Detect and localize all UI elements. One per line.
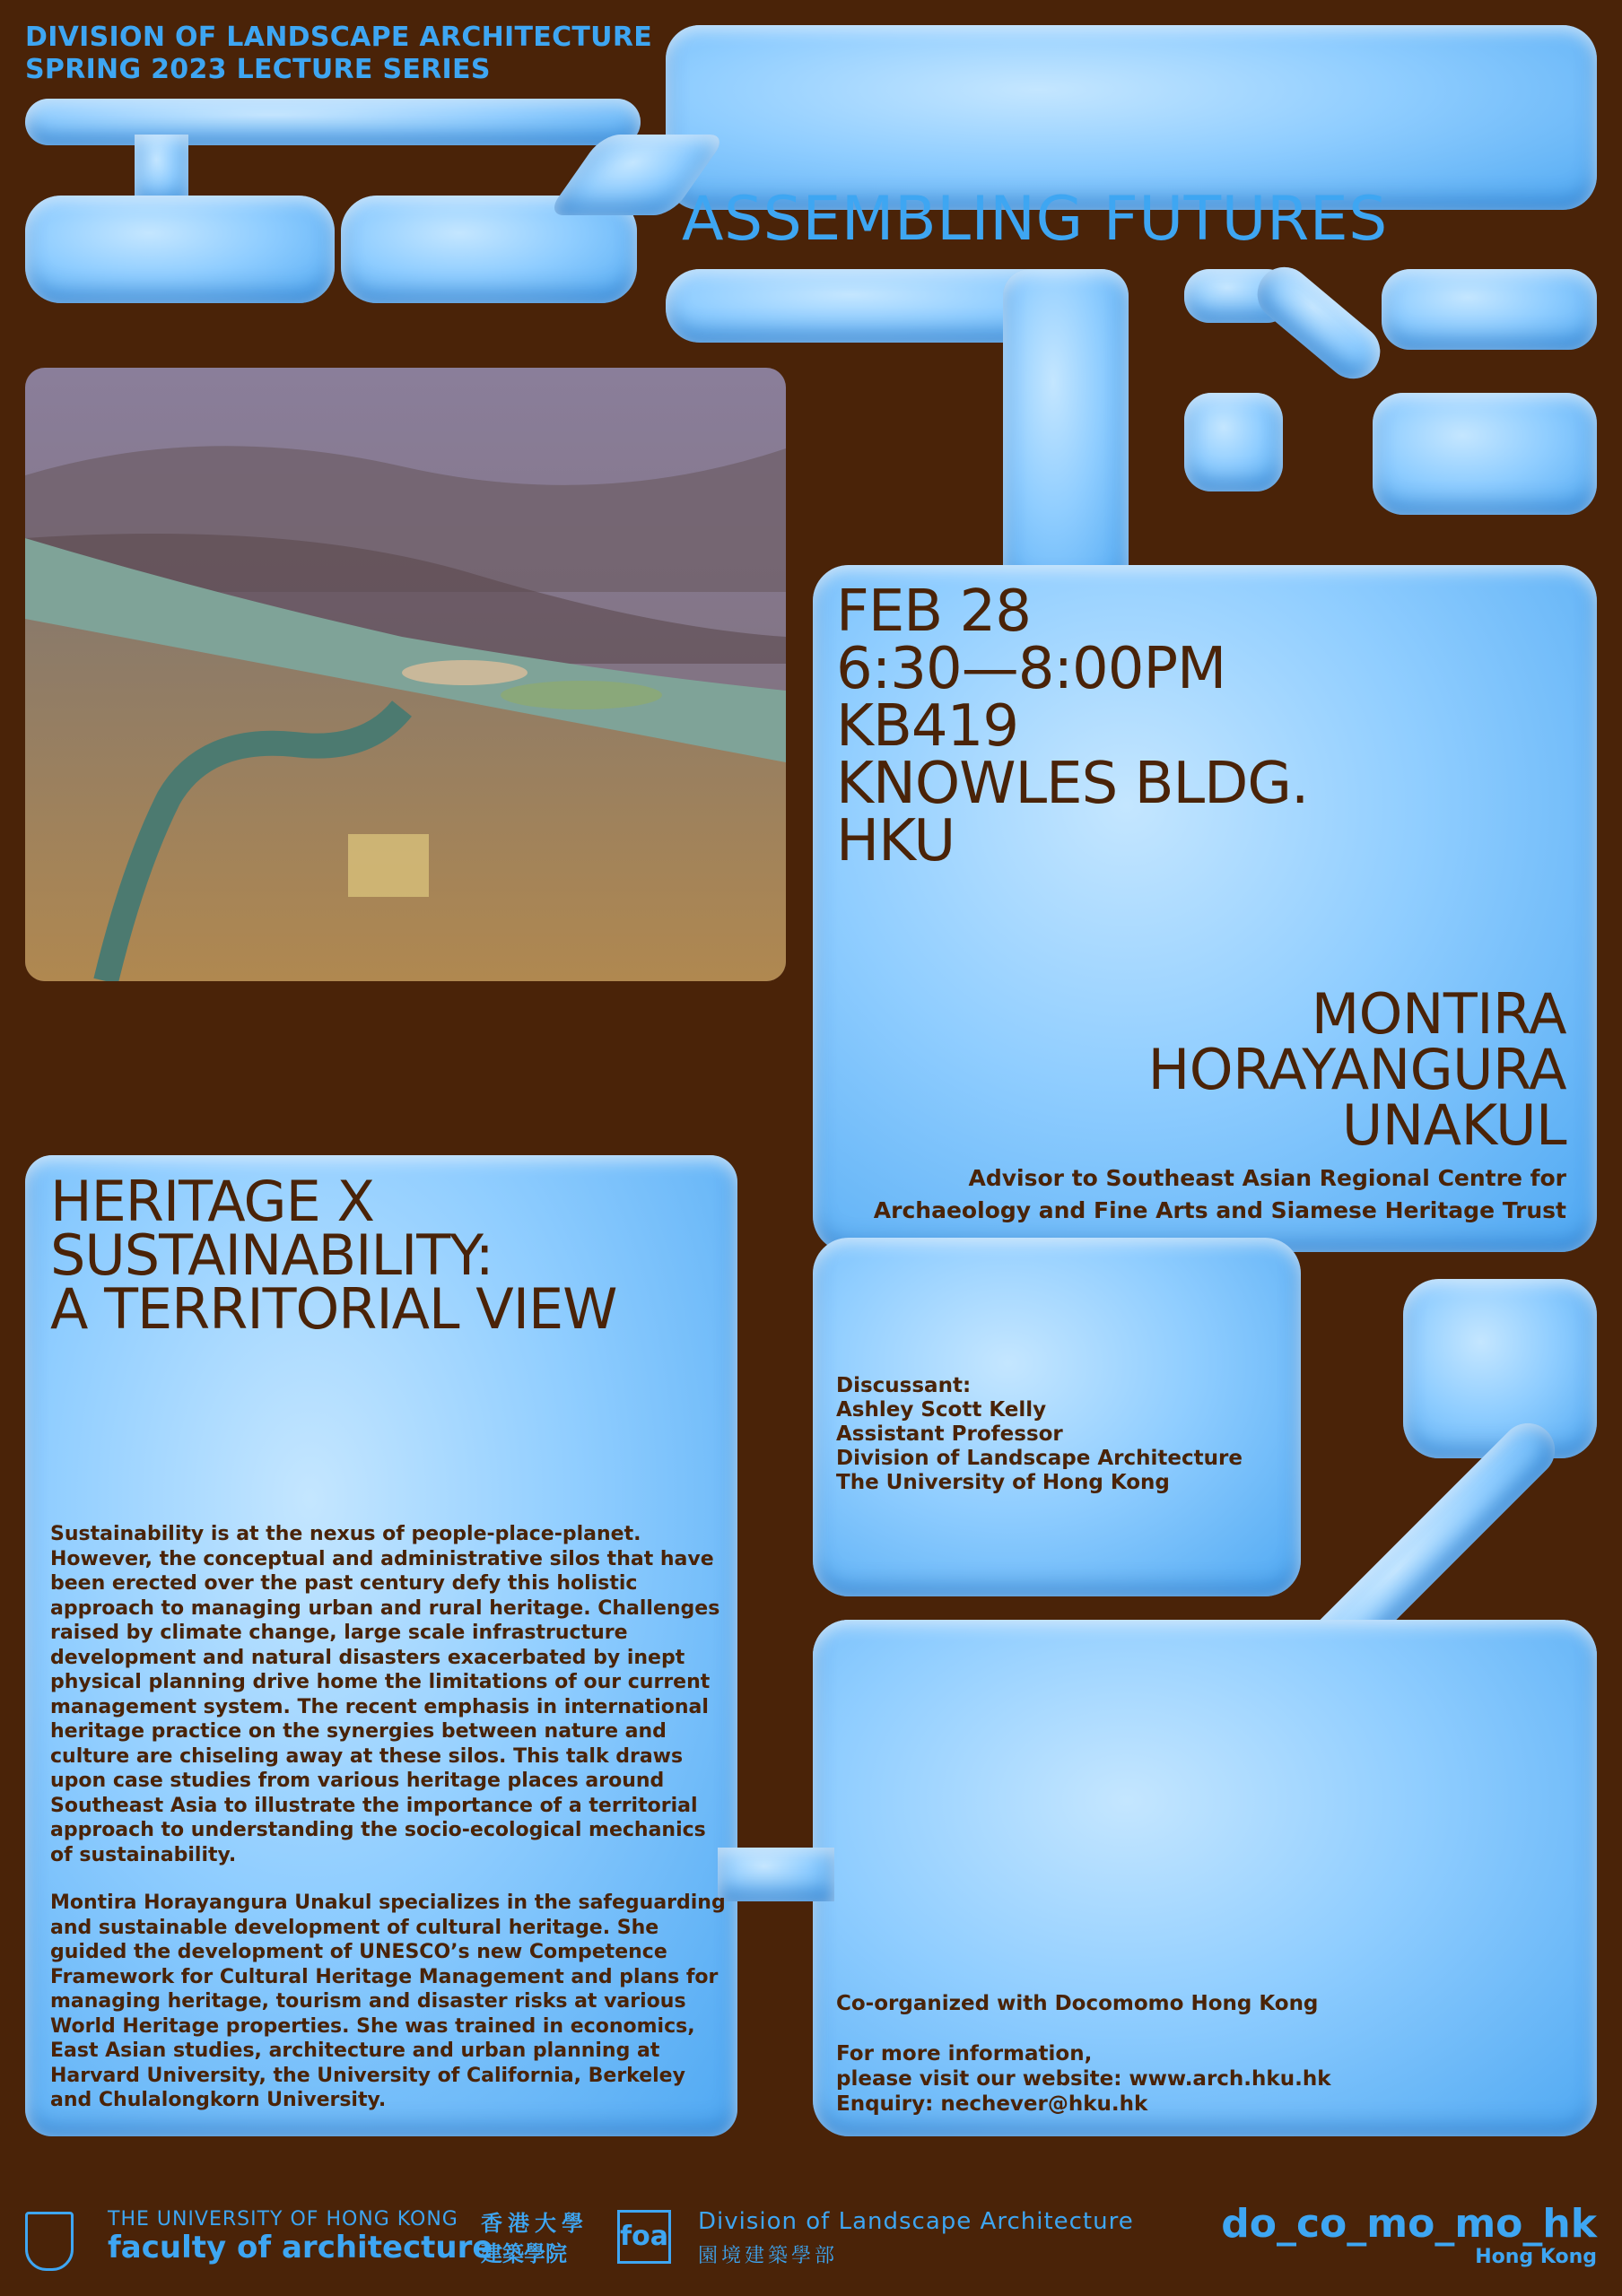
small-blob-4 [1373, 393, 1597, 515]
more-info-text: For more information, [836, 2042, 1093, 2066]
affiliation-line-1: Advisor to Southeast Asian Regional Centre for [968, 1165, 1566, 1191]
division-en: Division of Landscape Architecture [698, 2208, 1134, 2235]
small-diag [1246, 257, 1391, 390]
speaker-line-1: MONTIRA [1311, 981, 1566, 1047]
faculty-name: faculty of architecture [108, 2230, 493, 2266]
speaker-line-3: UNAKUL [1341, 1092, 1566, 1158]
small-blob-3 [1184, 393, 1283, 491]
discussant-university: The University of Hong Kong [836, 1471, 1170, 1494]
aerial-landscape-image [25, 368, 786, 981]
talk-title-line-1: HERITAGE X [50, 1169, 374, 1234]
small-blob-2 [1382, 269, 1597, 350]
event-campus: HKU [836, 808, 955, 874]
hku-crest-icon [25, 2212, 74, 2271]
enquiry-text[interactable]: Enquiry: nechever@hku.hk [836, 2092, 1148, 2116]
website-text[interactable]: please visit our website: www.arch.hku.hk [836, 2067, 1331, 2091]
discussant-title: Assistant Professor [836, 1422, 1063, 1446]
speaker-line-2: HORAYANGURA [1147, 1037, 1566, 1102]
aerial-photo [25, 368, 786, 981]
foa-logo: foa [617, 2210, 671, 2264]
event-details [836, 578, 1309, 874]
event-room: KB419 [836, 693, 1019, 760]
discussant-division: Division of Landscape Architecture [836, 1447, 1243, 1470]
discussant [836, 1374, 1243, 1495]
event-time: 6:30—8:00PM [836, 636, 1226, 702]
info-block [836, 1991, 1331, 2117]
docomomo-sub: Hong Kong [1475, 2246, 1597, 2268]
discussant-label: Discussant: [836, 1374, 972, 1397]
top-right-blob [666, 25, 1597, 210]
talk-title-line-3: A TERRITORIAL VIEW [50, 1276, 617, 1342]
hku-cn-line-2: 建築學院 [481, 2241, 567, 2266]
talk-title-line-2: SUSTAINABILITY: [50, 1222, 493, 1288]
division-cn: 園境建築學部 [698, 2245, 839, 2267]
docomomo-mark: do_co_mo_mo_hk [1221, 2201, 1597, 2247]
speaker-affiliation [831, 1162, 1566, 1227]
hku-cn-line-1: 香港大學 [481, 2211, 589, 2236]
hku-faculty-logo [108, 2208, 493, 2265]
event-date: FEB 28 [836, 578, 1031, 645]
hku-name: THE UNIVERSITY OF HONG KONG [108, 2208, 458, 2231]
header-line-2: SPRING 2023 LECTURE SERIES [25, 54, 491, 85]
speaker-name [1147, 981, 1566, 1158]
coorganized-text: Co-organized with Docomomo Hong Kong [836, 1992, 1319, 2015]
top-left-pill [25, 99, 641, 145]
event-building: KNOWLES BLDG. [836, 751, 1309, 817]
header-line-1: DIVISION OF LANDSCAPE ARCHITECTURE [25, 22, 653, 53]
bottom-connector [718, 1848, 834, 1901]
docomomo-logo [1221, 2203, 1597, 2268]
abstract-text: Sustainability is at the nexus of people-place-planet. However, the conceptual and administrative silos that have been erected over the past century defy this holistic approach to managing urban and rural heritage. Challenges raised by climate change, large scale infrastructure development and natural disasters exacerbated by inept physical planning drive home the limitations of our current management system. The recent emphasis in international heritage practice on the synergies between nature and culture are chiseling away at these silos. This talk draws upon case studies from various heritage places around Southeast Asia to illustrate the importance of a territorial approach to understanding the socio-ecological mechanics of sustainability. [50, 1523, 720, 1866]
left-blob-a [25, 196, 335, 303]
header [25, 22, 652, 86]
division-logo-text [698, 2208, 1134, 2268]
hku-chinese-name [481, 2208, 589, 2269]
discussant-name: Ashley Scott Kelly [836, 1398, 1047, 1422]
series-title: ASSEMBLING FUTURES [682, 184, 1388, 255]
affiliation-line-2: Archaeology and Fine Arts and Siamese Heritage Trust [873, 1197, 1566, 1223]
talk-title [50, 1169, 617, 1342]
mid-stem [1003, 269, 1129, 592]
bio-text: Montira Horayangura Unakul specializes in the safeguarding and sustainable development of cultural heritage. She guided the development of UNESCO’s new Competence Framework for Cultural Heritage Management and plans for managing heritage, tourism and disaster risks at various World Heritage properties. She was trained in economics, East Asian studies, architecture and urban planning at Harvard University, the University of California, Berkeley and Chulalongkorn University. [50, 1892, 726, 2111]
right-square-blob [1403, 1279, 1597, 1458]
